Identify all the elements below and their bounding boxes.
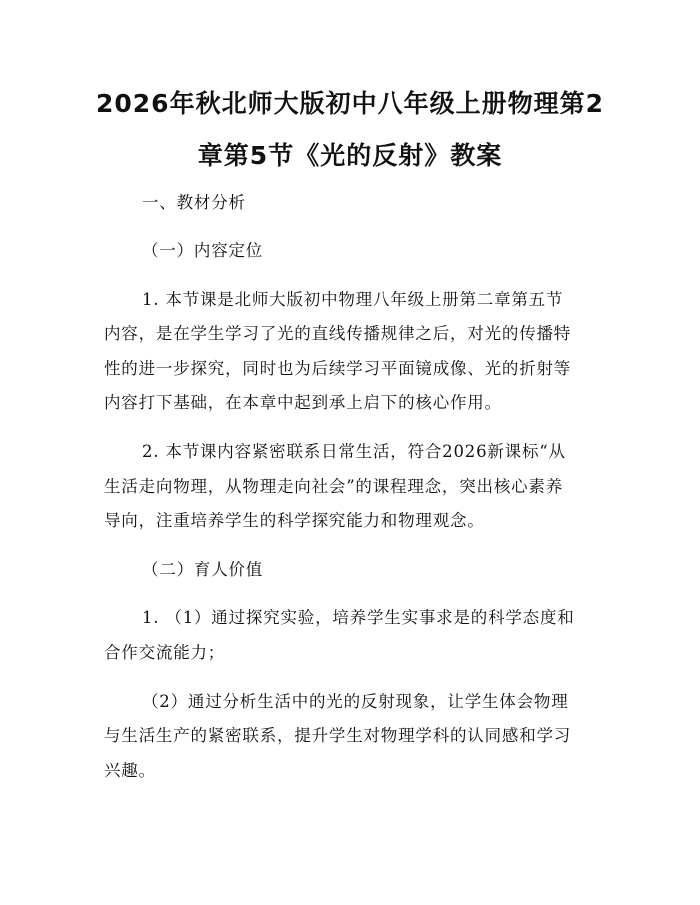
subheading-content-positioning: （一）内容定位: [142, 241, 264, 260]
section-heading-materials-analysis: 一、教材分析: [142, 193, 246, 212]
paragraph-1-line-1: 1. 本节课是北师大版初中物理八年级上册第二章第五节: [142, 290, 564, 309]
title-line-1: 2026年秋北师大版初中八年级上册物理第2: [96, 89, 604, 118]
paragraph-4-line-2: 与生活生产的紧密联系，提升学生对物理学科的认同感和学习: [104, 726, 572, 745]
paragraph-2-line-3: 导向，注重培养学生的科学探究能力和物理观念。: [104, 511, 485, 530]
paragraph-1-line-3: 性的进一步探究，同时也为后续学习平面镜成像、光的折射等: [104, 359, 572, 378]
document-title: [95, 78, 605, 182]
title-line-2: 章第5节《光的反射》教案: [197, 141, 503, 170]
paragraph-1-line-2: 内容，是在学生学习了光的直线传播规律之后，对光的传播特: [104, 324, 572, 343]
paragraph-2-line-1: 2. 本节课内容紧密联系日常生活，符合2026新课标“从: [142, 442, 566, 461]
paragraph-3-line-1: 1. （1）通过探究实验，培养学生实事求是的科学态度和: [142, 608, 575, 627]
paragraph-4-line-1: （2）通过分析生活中的光的反射现象，让学生体会物理: [142, 692, 569, 711]
paragraph-4-line-3: 兴趣。: [104, 761, 156, 780]
paragraph-1-line-4: 内容打下基础，在本章中起到承上启下的核心作用。: [104, 393, 502, 412]
paragraph-3-line-2: 合作交流能力；: [104, 643, 226, 662]
paragraph-2-line-2: 生活走向物理，从物理走向社会”的课程理念，突出核心素养: [104, 477, 564, 496]
subheading-education-value: （二）育人价值: [142, 560, 264, 579]
